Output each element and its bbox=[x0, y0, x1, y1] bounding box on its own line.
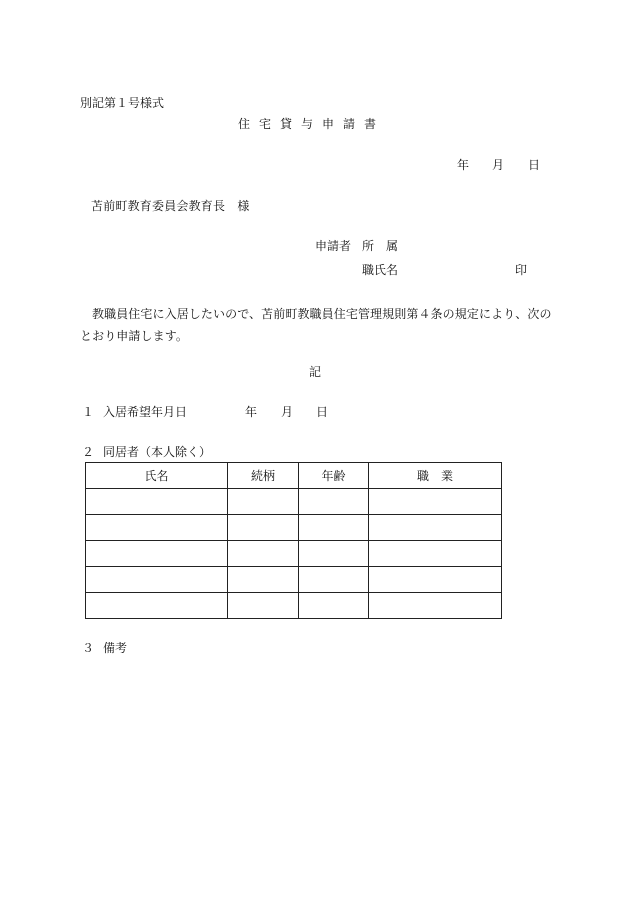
cell-name[interactable] bbox=[86, 567, 228, 593]
ki-heading: 記 bbox=[309, 365, 322, 379]
recipient: 苫前町教育委員会教育長 様 bbox=[91, 199, 250, 213]
cell-name[interactable] bbox=[86, 541, 228, 567]
cohabitants-table bbox=[85, 462, 502, 619]
application-statement: 教職員住宅に入居したいので、苫前町教職員住宅管理規則第４条の規定により、次のとおり申請します。 bbox=[80, 307, 552, 343]
cell-relationship[interactable] bbox=[228, 541, 299, 567]
applicant-label: 申請者 bbox=[315, 239, 352, 253]
cell-relationship[interactable] bbox=[228, 489, 299, 515]
cell-name[interactable] bbox=[86, 489, 228, 515]
move-in-day-label: 日 bbox=[316, 405, 329, 419]
item2-number: ２ bbox=[82, 445, 95, 459]
cell-name[interactable] bbox=[86, 515, 228, 541]
cell-occupation[interactable] bbox=[369, 541, 502, 567]
date-year-label: 年 bbox=[457, 158, 470, 172]
table-row bbox=[86, 567, 502, 593]
table-header-row bbox=[86, 463, 502, 489]
cell-relationship[interactable] bbox=[228, 567, 299, 593]
cell-age[interactable] bbox=[299, 593, 369, 619]
remarks-label: 備考 bbox=[103, 641, 128, 655]
cell-relationship[interactable] bbox=[228, 593, 299, 619]
cell-occupation[interactable] bbox=[369, 567, 502, 593]
cell-age[interactable] bbox=[299, 567, 369, 593]
move-in-month-label: 月 bbox=[281, 405, 294, 419]
move-in-year-label: 年 bbox=[245, 405, 258, 419]
header-age: 年齢 bbox=[299, 463, 369, 489]
date-month-label: 月 bbox=[492, 158, 505, 172]
cell-relationship[interactable] bbox=[228, 515, 299, 541]
table-row bbox=[86, 515, 502, 541]
item1-number: １ bbox=[82, 405, 95, 419]
header-occupation: 職 業 bbox=[369, 463, 502, 489]
header-relationship: 続柄 bbox=[228, 463, 299, 489]
table-row bbox=[86, 593, 502, 619]
table-row bbox=[86, 489, 502, 515]
move-in-date-label: 入居希望年月日 bbox=[103, 405, 188, 419]
document-title: 住宅貸与申請書 bbox=[238, 117, 386, 131]
cell-name[interactable] bbox=[86, 593, 228, 619]
cell-occupation[interactable] bbox=[369, 593, 502, 619]
cohabitants-label: 同居者（本人除く） bbox=[103, 445, 212, 459]
form-number: 別記第１号様式 bbox=[80, 96, 165, 110]
cell-age[interactable] bbox=[299, 489, 369, 515]
affiliation-label: 所 属 bbox=[362, 239, 399, 253]
item3-number: ３ bbox=[82, 641, 95, 655]
name-label: 職氏名 bbox=[362, 263, 399, 277]
cell-occupation[interactable] bbox=[369, 489, 502, 515]
seal-label: 印 bbox=[515, 263, 528, 277]
cell-occupation[interactable] bbox=[369, 515, 502, 541]
cell-age[interactable] bbox=[299, 541, 369, 567]
table-row bbox=[86, 541, 502, 567]
cell-age[interactable] bbox=[299, 515, 369, 541]
header-name: 氏名 bbox=[86, 463, 228, 489]
date-day-label: 日 bbox=[528, 158, 541, 172]
